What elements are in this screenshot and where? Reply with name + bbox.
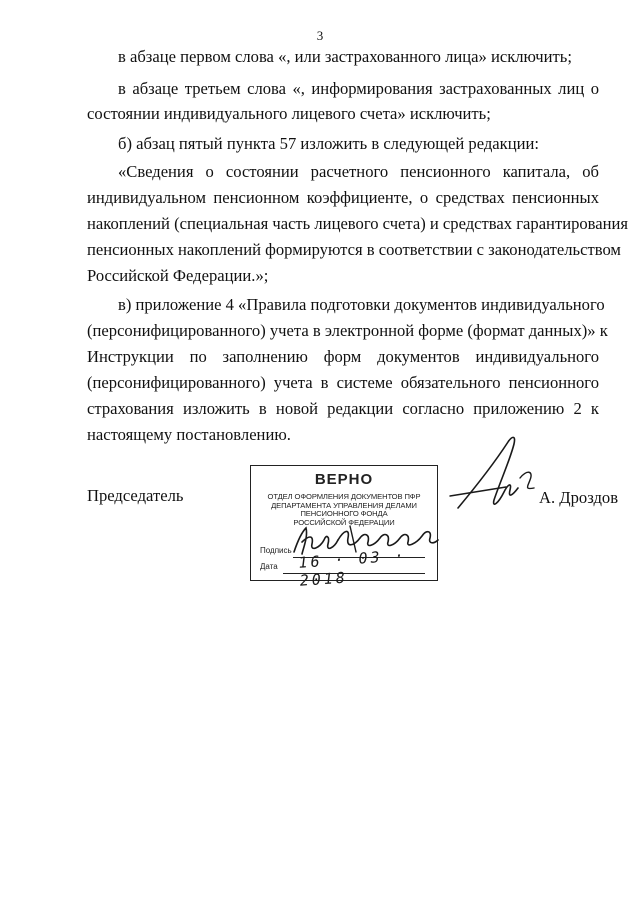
stamp-signature-label: Подпись [260, 546, 292, 555]
paragraph-4-line-4: пенсионных накоплений формируются в соответствии с законодательством [87, 240, 621, 259]
paragraph-5-line-4: (персонифицированного) учета в системе обязательного пенсионного [87, 373, 599, 392]
stamp-line-2: ДЕПАРТАМЕНТА УПРАВЛЕНИЯ ДЕЛАМИ [271, 500, 417, 510]
paragraph-5-line-2: (персонифицированного) учета в электронной форме (формат данных)» к [87, 321, 608, 340]
paragraph-5-line-5: страхования изложить в новой редакции согласно приложению 2 к [87, 399, 599, 418]
stamp-line-1: ОТДЕЛ ОФОРМЛЕНИЯ ДОКУМЕНТОВ ПФР [267, 492, 421, 501]
stamp-date-value: 16 · 03 · 2018 [297, 546, 408, 590]
stamp-line-4: РОССИЙСКОЙ ФЕДЕРАЦИИ [293, 517, 395, 527]
paragraph-3: б) абзац пятый пункта 57 изложить в следующей редакции: [118, 134, 539, 153]
paragraph-4-line-2: индивидуальном пенсионном коэффициенте, о средствах пенсионных [87, 188, 599, 207]
paragraph-2-line-1: в абзаце третьем слова «, информирования застрахованных лиц о [118, 79, 599, 98]
chairman-signature [448, 430, 558, 525]
stamp-title: ВЕРНО [314, 471, 374, 488]
stamp-signature [290, 522, 440, 560]
stamp-line-3: ПЕНСИОННОГО ФОНДА [300, 509, 388, 519]
stamp-date-label: Дата [260, 562, 278, 571]
paragraph-2-line-2: состоянии индивидуального лицевого счета» исключить; [87, 104, 491, 123]
paragraph-1: в абзаце первом слова «, или застрахованного лица» исключить; [118, 47, 572, 66]
paragraph-4-line-1: «Сведения о состоянии расчетного пенсионного капитала, об [118, 162, 599, 181]
chairman-title: Председатель [87, 486, 184, 505]
paragraph-4-line-5: Российской Федерации.»; [87, 266, 269, 285]
paragraph-5-line-3: Инструкции по заполнению форм документов индивидуального [87, 347, 599, 366]
paragraph-5-line-1: в) приложение 4 «Правила подготовки документов индивидуального [118, 295, 605, 314]
page-number: 3 [316, 28, 324, 43]
signer-name: А. Дроздов [539, 488, 619, 507]
paragraph-4-line-3: накоплений (специальная часть лицевого счета) и средствах гарантирования [87, 214, 629, 233]
paragraph-5-line-6: настоящему постановлению. [87, 425, 291, 444]
